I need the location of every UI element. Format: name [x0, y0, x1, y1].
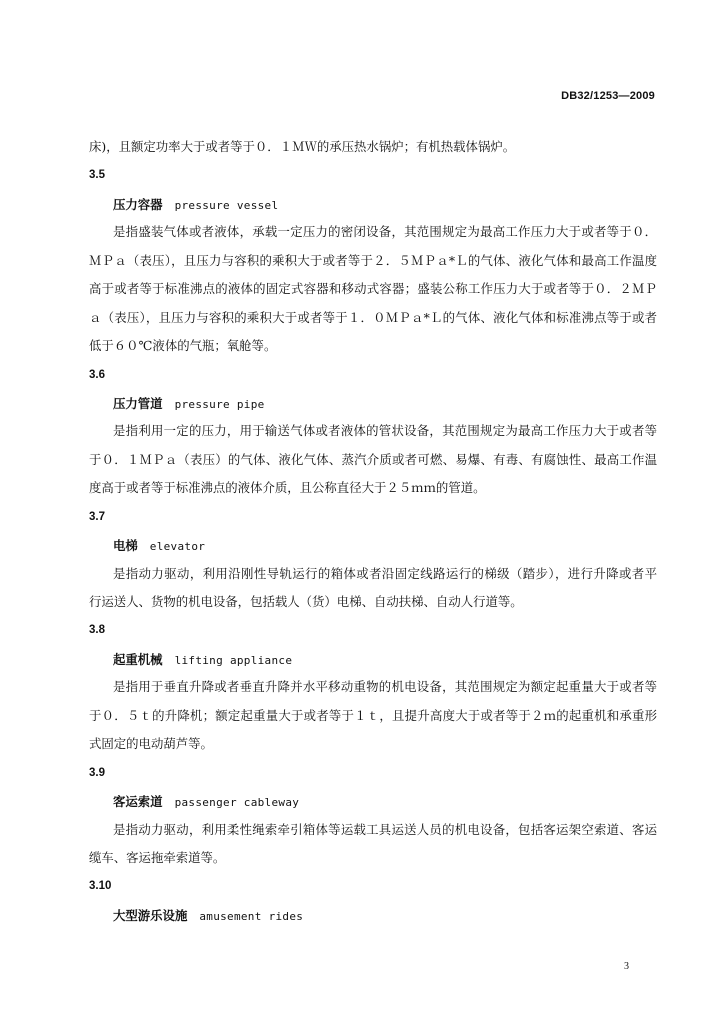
paragraph-line: 是指用于垂直升降或者垂直升降并水平移动重物的机电设备，其范围规定为额定起重量大于或者等: [113, 679, 657, 695]
paragraph-line: 是指盛装气体或者液体，承载一定压力的密闭设备，其范围规定为最高工作压力大于或者等于０．: [113, 224, 657, 240]
term-english: amusement rides: [199, 909, 304, 923]
term-chinese: 起重机械: [113, 651, 163, 667]
paragraph-line: ＭＰａ（表压），且压力与容积的乘积大于或者等于２．５ＭＰａ*Ｌ的气体、液化气体和最高工作温度: [89, 252, 657, 268]
term-chinese: 压力容器: [113, 196, 163, 212]
paragraph-line: 高于或者等于标准沸点的液体的固定式容器和移动式容器；盛装公称工作压力大于或者等于０．２ＭＰ: [89, 281, 657, 297]
paragraph-line: 是指利用一定的压力，用于输送气体或者液体的管状设备，其范围规定为最高工作压力大于或者等: [113, 423, 657, 439]
section-number: 3.5: [89, 169, 105, 182]
paragraph-line: 是指动力驱动，利用柔性绳索牵引箱体等运载工具运送人员的机电设备，包括客运架空索道、客运: [113, 821, 657, 837]
term-chinese: 电梯: [113, 538, 138, 554]
document-code-header: DB32/1253—2009: [561, 90, 655, 102]
term-chinese: 大型游乐设施: [113, 907, 188, 923]
term-heading: [89, 901, 657, 929]
paragraph-line: 行运送人、货物的机电设备，包括载人（货）电梯、自动扶梯、自动人行道等。: [89, 594, 523, 609]
term-heading: [89, 787, 657, 815]
paragraph-line: 低于６０℃液体的气瓶；氧舱等。: [89, 338, 277, 354]
paragraph-line: 缆车、客运拖牵索道等。: [89, 849, 226, 865]
paragraph-line: 是指动力驱动，利用沿刚性导轨运行的箱体或者沿固定线路运行的梯级（踏步），进行升降或者平: [113, 565, 657, 581]
document-body: [89, 133, 657, 929]
section-number: 3.8: [89, 624, 105, 637]
section-number: 3.9: [89, 766, 105, 779]
paragraph-line: 式固定的电动葫芦等。: [89, 736, 213, 752]
term-english: elevator: [149, 540, 206, 554]
paragraph-line: 度高于或者等于标准沸点的液体介质，且公称直径大于２５ｍｍ的管道。: [89, 480, 486, 496]
term-heading: [89, 531, 657, 559]
term-chinese: 压力管道: [113, 395, 163, 411]
section-number: 3.10: [89, 880, 112, 893]
paragraph-line: 床)，且额定功率大于或者等于０．１ＭＷ的承压热水锅炉；有机热载体锅炉。: [89, 139, 516, 154]
paragraph-line: ａ（表压），且压力与容积的乘积大于或者等于１．０ＭＰａ*Ｌ的气体、液化气体和标准沸点等于或者: [89, 309, 657, 325]
section-number: 3.7: [89, 510, 105, 523]
term-english: passenger cableway: [174, 796, 300, 810]
paragraph-line: 于０．５ｔ的升降机；额定起重量大于或者等于１ｔ，且提升高度大于或者等于２ｍ的起重机和承重形: [89, 707, 657, 723]
page-number: 3: [624, 961, 629, 972]
term-english: pressure vessel: [174, 198, 279, 212]
paragraph-line: 于０．１ＭＰａ（表压）的气体、液化气体、蒸汽介质或者可燃、易爆、有毒、有腐蚀性、最高工作温: [89, 451, 657, 467]
term-english: pressure pipe: [174, 397, 265, 411]
term-heading: [89, 389, 657, 417]
term-heading: [89, 190, 657, 218]
term-chinese: 客运索道: [113, 794, 163, 810]
term-heading: [89, 645, 657, 673]
section-number: 3.6: [89, 368, 105, 381]
term-english: lifting appliance: [174, 653, 293, 667]
